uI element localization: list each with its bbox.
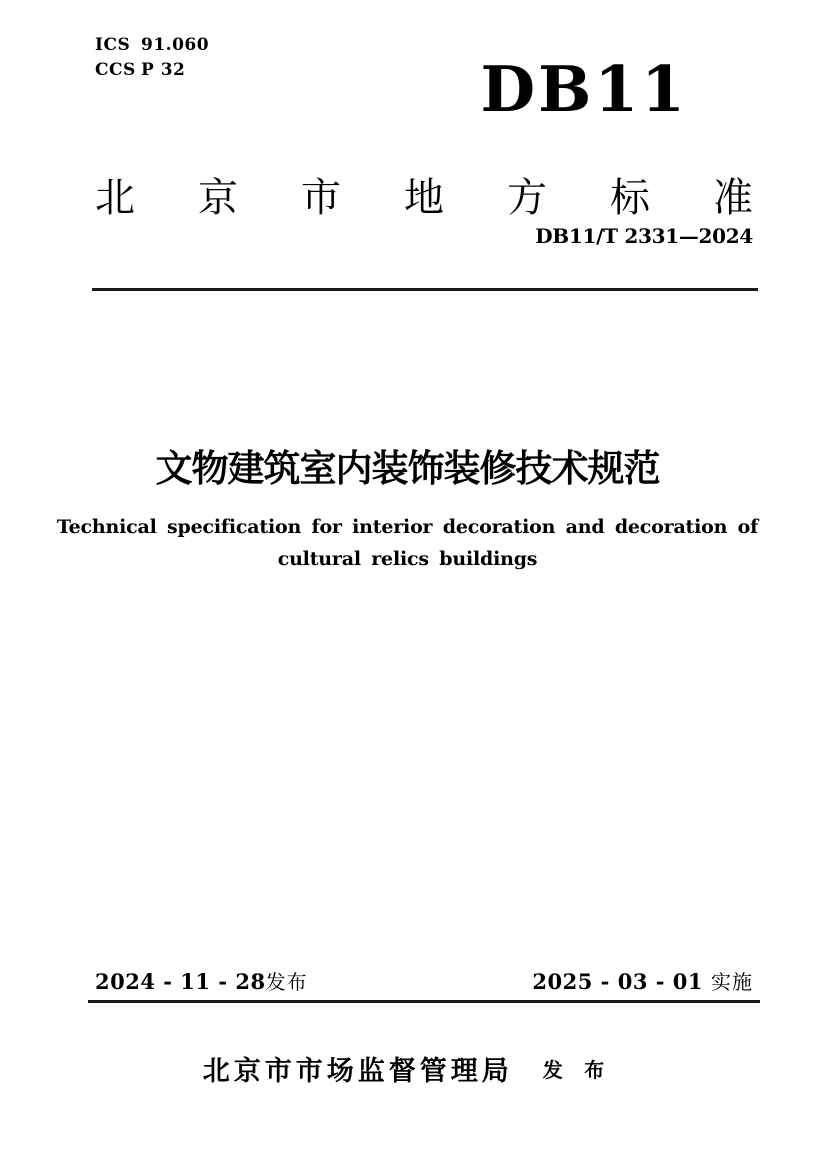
standard-type-char: 标	[610, 176, 650, 220]
ics-label: ICS	[95, 35, 131, 55]
classification-codes	[95, 33, 209, 83]
document-title-chinese: 文物建筑室内装饰装修技术规范	[155, 448, 660, 489]
standard-type-char: 京	[198, 176, 238, 220]
ccs-value: P 32	[141, 60, 186, 80]
standard-number: DB11/T 2331—2024	[535, 224, 753, 248]
issue-date-label: 发布	[265, 972, 308, 994]
standard-type-char: 北	[95, 176, 135, 220]
publisher-name: 北京市市场监督管理局	[202, 1056, 513, 1086]
standard-type-char: 市	[301, 176, 341, 220]
standard-type-char: 准	[713, 176, 753, 220]
implement-date: 2025 - 03 - 01	[532, 969, 703, 994]
ccs-label: CCS	[95, 60, 136, 80]
standard-type-title	[95, 176, 753, 220]
document-title-english-line2: cultural relics buildings	[277, 548, 538, 570]
ccs-code-line	[95, 58, 209, 83]
publisher-row	[0, 1049, 815, 1088]
footer-divider	[88, 1000, 760, 1003]
issue-date: 2024 - 11 - 28	[95, 969, 266, 994]
publish-label: 发 布	[542, 1060, 613, 1082]
document-title-english	[0, 511, 815, 575]
ics-value: 91.060	[141, 35, 210, 55]
standard-type-char: 方	[507, 176, 547, 220]
document-title-english-line1: Technical specification for interior decoration and decoration of	[56, 516, 759, 538]
implement-date-group	[532, 966, 753, 995]
db11-logo: DB11	[480, 52, 688, 126]
dates-row	[95, 966, 753, 995]
issue-date-group	[95, 966, 308, 995]
implement-date-label: 实施	[711, 972, 753, 994]
ics-code-line	[95, 33, 209, 58]
header-divider	[92, 288, 758, 291]
standard-type-char: 地	[404, 176, 444, 220]
